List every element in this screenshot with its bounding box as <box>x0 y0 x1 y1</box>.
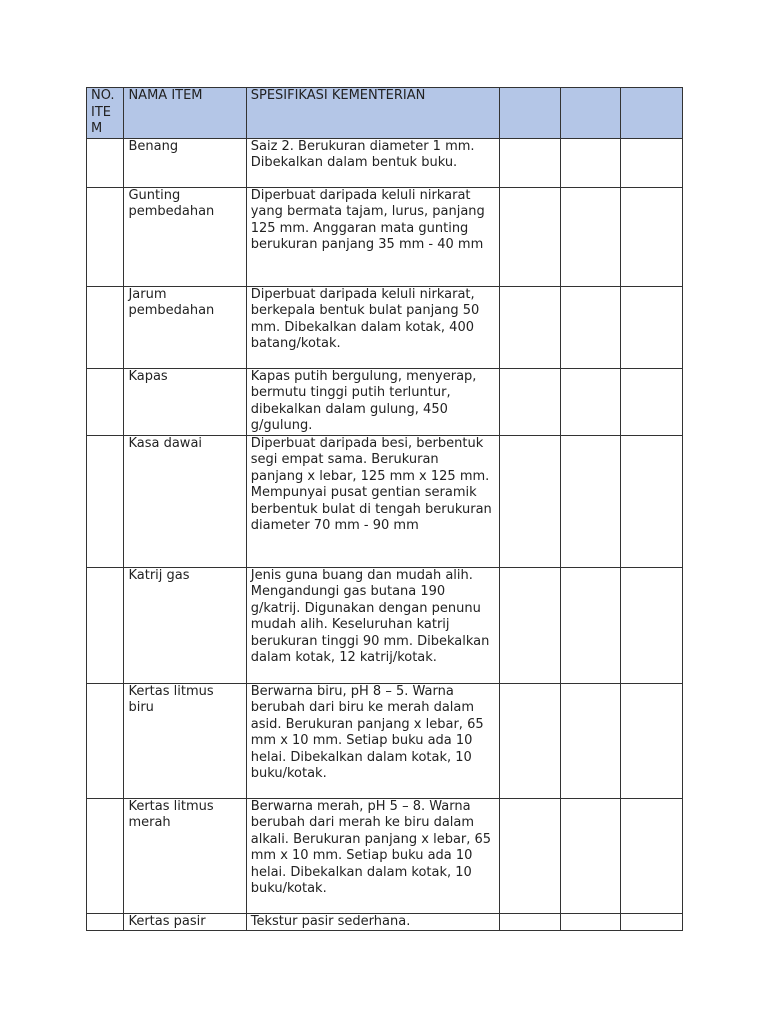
cell-item-name: Kertas litmus biru <box>124 683 246 798</box>
cell-no <box>87 435 124 567</box>
header-spesifikasi: SPESIFIKASI KEMENTERIAN <box>246 88 499 139</box>
cell-empty <box>500 286 561 368</box>
cell-item-name: Kasa dawai <box>124 435 246 567</box>
cell-item-name: Kertas pasir <box>124 913 246 931</box>
cell-specification: Saiz 2. Berukuran diameter 1 mm. Dibekalkan dalam bentuk buku. <box>246 138 499 187</box>
cell-empty <box>560 368 621 435</box>
cell-empty <box>621 187 683 286</box>
cell-empty <box>560 683 621 798</box>
cell-empty <box>500 913 561 931</box>
cell-no <box>87 798 124 913</box>
table-row <box>87 187 683 286</box>
cell-empty <box>500 435 561 567</box>
header-blank-2 <box>560 88 621 139</box>
cell-specification: Diperbuat daripada besi, berbentuk segi empat sama. Berukuran panjang x lebar, 125 mm x 125 mm. Mempunyai pusat gentian seramik berbentuk bulat di tengah berukuran diameter 70 mm - 90 mm <box>246 435 499 567</box>
header-nama-item: NAMA ITEM <box>124 88 246 139</box>
cell-empty <box>560 435 621 567</box>
cell-item-name: Katrij gas <box>124 567 246 683</box>
cell-empty <box>621 683 683 798</box>
cell-no <box>87 913 124 931</box>
cell-no <box>87 286 124 368</box>
cell-empty <box>621 286 683 368</box>
cell-item-name: Kapas <box>124 368 246 435</box>
table-row <box>87 567 683 683</box>
cell-empty <box>500 798 561 913</box>
cell-empty <box>500 138 561 187</box>
cell-empty <box>500 683 561 798</box>
header-row <box>87 88 683 139</box>
table-row <box>87 683 683 798</box>
cell-empty <box>621 913 683 931</box>
cell-empty <box>560 187 621 286</box>
cell-item-name: Gunting pembedahan <box>124 187 246 286</box>
cell-item-name: Jarum pembedahan <box>124 286 246 368</box>
table-row <box>87 435 683 567</box>
specification-table <box>86 87 683 931</box>
header-blank-3 <box>621 88 683 139</box>
cell-no <box>87 138 124 187</box>
header-no-item: NO. ITE M <box>87 88 124 139</box>
cell-empty <box>500 187 561 286</box>
cell-empty <box>560 138 621 187</box>
cell-specification: Jenis guna buang dan mudah alih. Mengandungi gas butana 190 g/katrij. Digunakan dengan penunu mudah alih. Keseluruhan katrij berukuran tinggi 90 mm. Dibekalkan dalam kotak, 12 katrij/kotak. <box>246 567 499 683</box>
table-row <box>87 798 683 913</box>
cell-empty <box>560 798 621 913</box>
cell-empty <box>560 913 621 931</box>
cell-specification: Kapas putih bergulung, menyerap, bermutu tinggi putih terluntur, dibekalkan dalam gulung, 450 g/gulung. <box>246 368 499 435</box>
cell-specification: Berwarna merah, pH 5 – 8. Warna berubah dari merah ke biru dalam alkali. Berukuran panjang x lebar, 65 mm x 10 mm. Setiap buku ada 10 helai. Dibekalkan dalam kotak, 10 buku/kotak. <box>246 798 499 913</box>
cell-empty <box>500 567 561 683</box>
table-row <box>87 913 683 931</box>
cell-no <box>87 368 124 435</box>
table-row <box>87 286 683 368</box>
cell-specification: Berwarna biru, pH 8 – 5. Warna berubah dari biru ke merah dalam asid. Berukuran panjang x lebar, 65 mm x 10 mm. Setiap buku ada 10 helai. Dibekalkan dalam kotak, 10 buku/kotak. <box>246 683 499 798</box>
header-blank-1 <box>500 88 561 139</box>
cell-empty <box>621 368 683 435</box>
cell-empty <box>621 138 683 187</box>
cell-item-name: Kertas litmus merah <box>124 798 246 913</box>
cell-specification: Diperbuat daripada keluli nirkarat, berkepala bentuk bulat panjang 50 mm. Dibekalkan dalam kotak, 400 batang/kotak. <box>246 286 499 368</box>
cell-item-name: Benang <box>124 138 246 187</box>
cell-no <box>87 567 124 683</box>
cell-specification: Diperbuat daripada keluli nirkarat yang bermata tajam, lurus, panjang 125 mm. Anggaran mata gunting berukuran panjang 35 mm - 40 mm <box>246 187 499 286</box>
cell-empty <box>500 368 561 435</box>
cell-empty <box>621 567 683 683</box>
cell-no <box>87 683 124 798</box>
cell-empty <box>560 567 621 683</box>
cell-empty <box>621 798 683 913</box>
cell-specification: Tekstur pasir sederhana. <box>246 913 499 931</box>
cell-no <box>87 187 124 286</box>
table-row <box>87 138 683 187</box>
cell-empty <box>621 435 683 567</box>
table-row <box>87 368 683 435</box>
cell-empty <box>560 286 621 368</box>
